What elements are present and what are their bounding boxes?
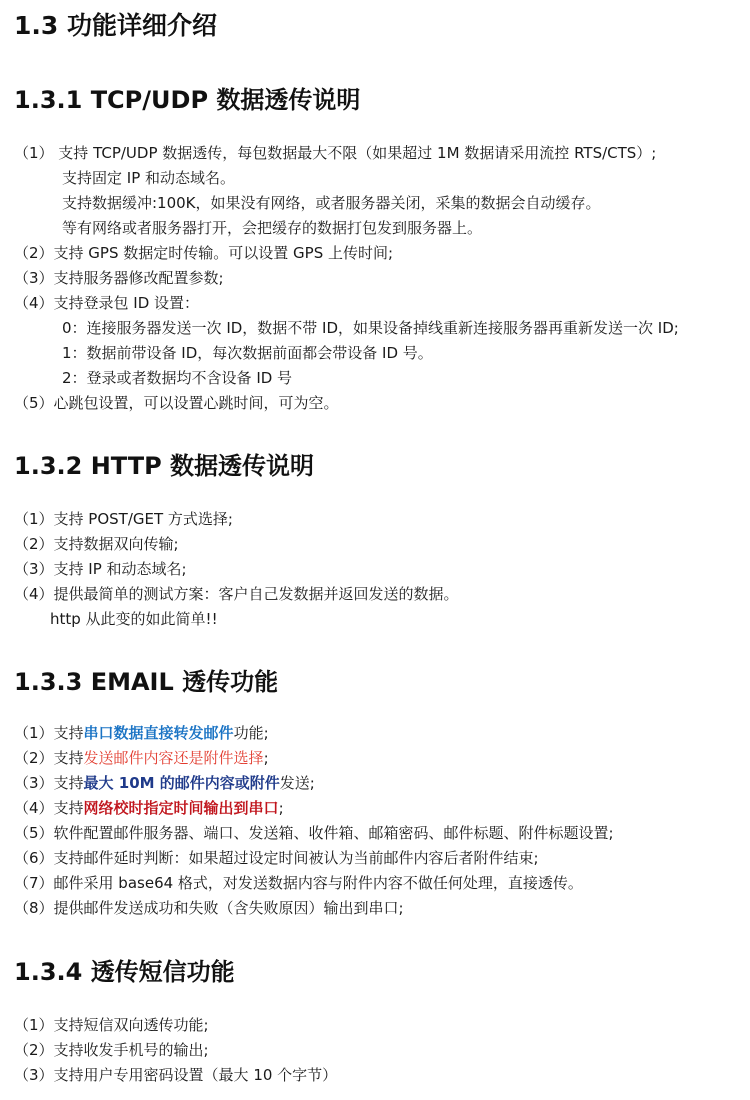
email-item-2-prefix: （2）支持 xyxy=(14,749,84,767)
email-item-1-highlight: 串口数据直接转发邮件 xyxy=(83,724,234,742)
email-item-4-highlight: 网络校时指定时间输出到串口 xyxy=(83,799,279,817)
email-item-3 xyxy=(14,773,315,793)
tcp-item-1-line2: 支持固定 IP 和动态域名。 xyxy=(62,169,236,187)
email-item-7: （7）邮件采用 base64 格式，对发送数据内容与附件内容不做任何处理，直接透传。 xyxy=(14,874,583,892)
tcp-item-5: （5）心跳包设置，可以设置心跳时间，可为空。 xyxy=(14,394,339,412)
sms-item-2: （2）支持收发手机号的输出; xyxy=(14,1041,209,1059)
http-item-4: （4）提供最简单的测试方案：客户自己发数据并返回发送的数据。 xyxy=(14,585,459,603)
heading-tcp-udp: 1.3.1 TCP/UDP 数据透传说明 xyxy=(14,86,361,114)
heading-sms: 1.3.4 透传短信功能 xyxy=(14,958,235,986)
tcp-item-4: （4）支持登录包 ID 设置： xyxy=(14,294,200,312)
email-item-2-suffix: ; xyxy=(263,749,269,767)
email-item-4-suffix: ; xyxy=(278,799,284,817)
heading-email: 1.3.3 EMAIL 透传功能 xyxy=(14,668,279,696)
email-item-3-highlight: 最大 10M 的邮件内容或附件 xyxy=(83,774,280,792)
tcp-item-4-opt1: 1：数据前带设备 ID，每次数据前面都会带设备 ID 号。 xyxy=(62,344,433,362)
email-item-2 xyxy=(14,748,269,768)
heading-http: 1.3.2 HTTP 数据透传说明 xyxy=(14,452,315,480)
email-item-4 xyxy=(14,798,284,818)
sms-item-3: （3）支持用户专用密码设置（最大 10 个字节） xyxy=(14,1066,338,1084)
email-item-3-suffix: 发送; xyxy=(279,774,315,792)
email-item-5: （5）软件配置邮件服务器、端口、发送箱、收件箱、邮箱密码、邮件标题、附件标题设置; xyxy=(14,824,614,842)
email-item-2-highlight: 发送邮件内容还是附件选择 xyxy=(83,749,264,767)
email-item-3-prefix: （3）支持 xyxy=(14,774,84,792)
tcp-item-4-opt0: 0：连接服务器发送一次 ID，数据不带 ID，如果设备掉线重新连接服务器再重新发送一次 ID; xyxy=(62,319,679,337)
email-item-6: （6）支持邮件延时判断：如果超过设定时间被认为当前邮件内容后者附件结束; xyxy=(14,849,539,867)
tcp-item-1-line3: 支持数据缓冲:100K，如果没有网络，或者服务器关闭，采集的数据会自动缓存。 xyxy=(62,194,601,212)
tcp-item-4-opt2: 2：登录或者数据均不含设备 ID 号 xyxy=(62,369,293,387)
sms-item-1: （1）支持短信双向透传功能; xyxy=(14,1016,209,1034)
http-item-3: （3）支持 IP 和动态域名; xyxy=(14,560,187,578)
email-item-1-prefix: （1）支持 xyxy=(14,724,84,742)
email-item-1-suffix: 功能; xyxy=(233,724,269,742)
http-item-1: （1）支持 POST/GET 方式选择; xyxy=(14,510,233,528)
tcp-item-2: （2）支持 GPS 数据定时传输。可以设置 GPS 上传时间; xyxy=(14,244,394,262)
email-item-8: （8）提供邮件发送成功和失败（含失败原因）输出到串口; xyxy=(14,899,404,917)
tcp-item-3: （3）支持服务器修改配置参数; xyxy=(14,269,224,287)
tcp-item-1: （1） 支持 TCP/UDP 数据透传，每包数据最大不限（如果超过 1M 数据请采用流控 RTS/CTS）; xyxy=(14,144,657,162)
email-item-4-prefix: （4）支持 xyxy=(14,799,84,817)
section-title: 1.3 功能详细介绍 xyxy=(14,11,217,40)
email-item-1 xyxy=(14,723,269,743)
tcp-item-1-line4: 等有网络或者服务器打开，会把缓存的数据打包发到服务器上。 xyxy=(62,219,483,237)
http-item-2: （2）支持数据双向传输; xyxy=(14,535,179,553)
http-note: http 从此变的如此简单!! xyxy=(50,610,218,628)
